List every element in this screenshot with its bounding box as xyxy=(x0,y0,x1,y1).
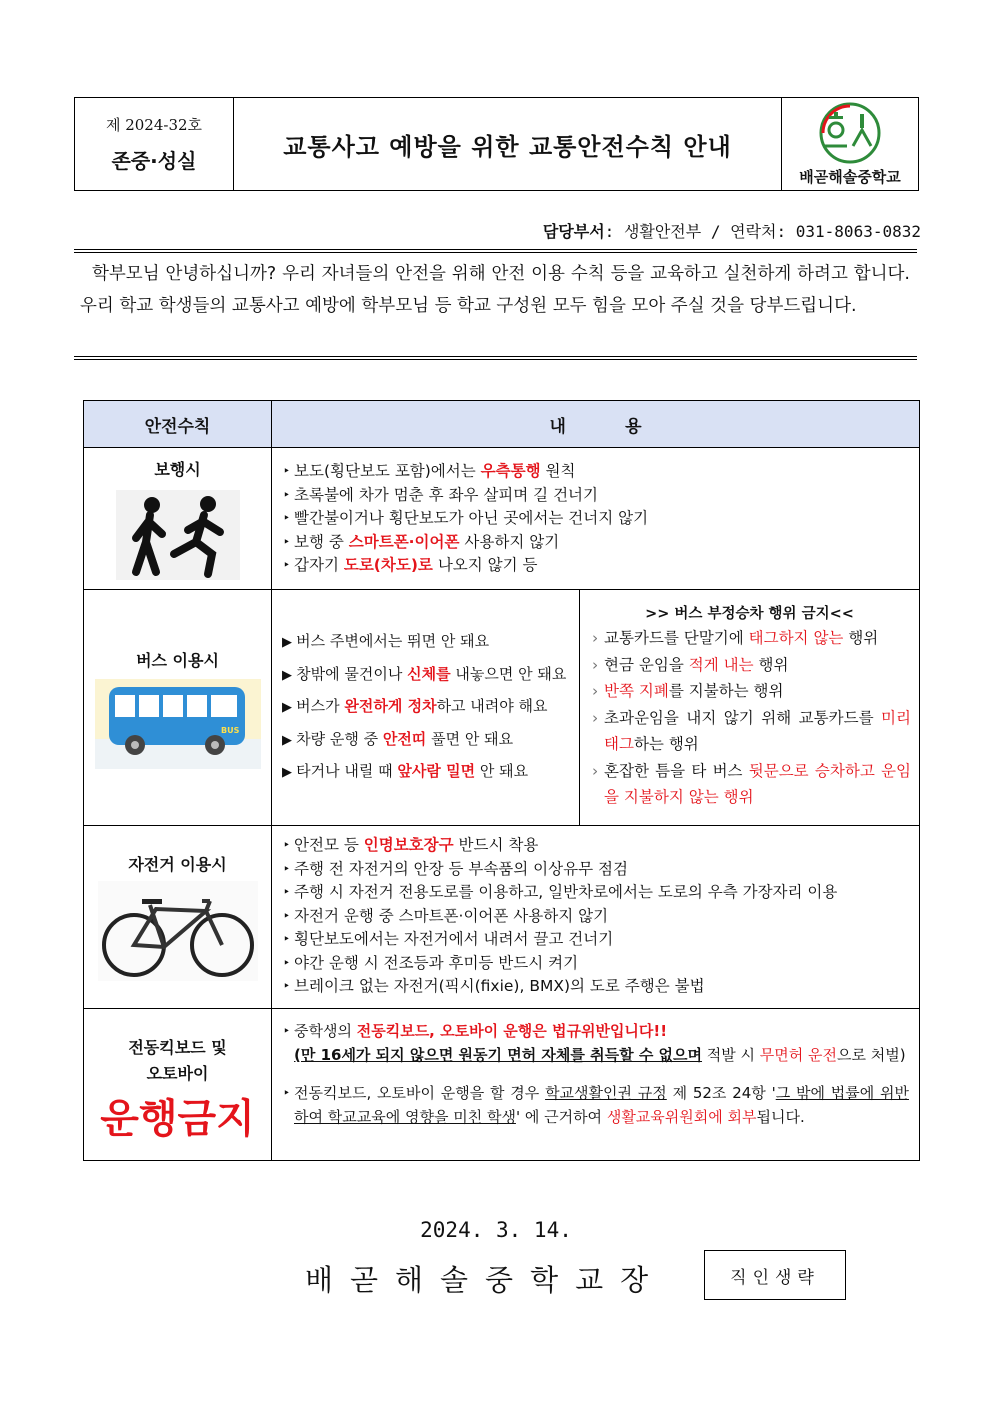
walk-rule-item: ‣ 보도(횡단보도 포함)에서는 우측통행 원칙 xyxy=(284,460,919,484)
bike-rule-cell xyxy=(84,826,272,1009)
bike-rule-item: ‣ 야간 운행 시 전조등과 후미등 반드시 켜기 xyxy=(284,952,919,976)
bus-manners-cell xyxy=(272,590,580,826)
kick-p3c: 제 52조 24항 ' xyxy=(666,1084,776,1102)
kick-p2d: 으로 처벌) xyxy=(837,1046,906,1064)
bus-manner-item: ▶ 버스가 완전하게 정차하고 내려야 해요 xyxy=(282,691,579,724)
contact-line: 담당부서: 생활안전부 / 연락처: 031-8063-0832 xyxy=(542,222,921,241)
walk-rule-cell xyxy=(84,448,272,590)
column-header-content: 내 용 xyxy=(272,401,920,448)
kick-p3g: 됩니다. xyxy=(756,1108,805,1126)
bicycle-icon xyxy=(98,881,258,981)
kick-p2a: (만 16세가 되지 않으면 원동기 면허 자체를 취득할 수 없으며 xyxy=(294,1046,703,1064)
bus-manner-item: ▶ 차량 운행 중 안전띠 풀면 안 돼요 xyxy=(282,724,579,757)
safety-rules-table xyxy=(83,400,920,1161)
bus-sign: BUS xyxy=(220,726,239,735)
document-title: 교통사고 예방을 위한 교통안전수칙 안내 xyxy=(234,98,782,190)
doc-number: 제 2024-32호 xyxy=(105,116,203,134)
kick-p3a: 전동킥보드, 오토바이 운행을 할 경우 xyxy=(294,1084,546,1102)
phone-label: 연락처 xyxy=(730,222,777,241)
column-header-rule: 안전수칙 xyxy=(84,401,272,448)
bike-rule-item: ‣ 안전모 등 인명보호장구 반드시 착용 xyxy=(284,834,919,858)
kick-p1b: 전동킥보드, 오토바이 운행은 법규위반입니다!! xyxy=(356,1022,668,1040)
bike-rule-item: ‣ 주행 전 자전거의 안장 등 부속품의 이상유무 점검 xyxy=(284,858,919,882)
school-logo-icon xyxy=(815,102,885,164)
bike-rule-item: ‣ 브레이크 없는 자전거(픽시(fixie), BMX)의 도로 주행은 불법 xyxy=(284,975,919,999)
principal-title: 배곧해솔중학교장 xyxy=(305,1263,666,1297)
kick-label-line2: 오토바이 xyxy=(146,1064,209,1083)
bus-fraud-list xyxy=(580,625,919,811)
kick-p1a: 중학생의 xyxy=(294,1022,357,1040)
kick-label-line1: 전동킥보드 및 xyxy=(128,1038,227,1057)
bus-fraud-title: >> 버스 부정승차 행위 금지<< xyxy=(645,606,854,622)
bus-manner-item: ▶ 창밖에 물건이나 신체를 내놓으면 안 돼요 xyxy=(282,659,579,692)
walk-rule-item: ‣ 갑자기 도로(차도)로 나오지 않기 등 xyxy=(284,554,919,578)
school-motto: 존중·성실 xyxy=(111,149,197,173)
divider-bottom xyxy=(74,356,917,360)
school-logo xyxy=(782,98,918,190)
bus-label: 버스 이용시 xyxy=(136,651,219,670)
kick-p2b: 적발 시 xyxy=(702,1046,760,1064)
phone-number: 031-8063-0832 xyxy=(795,222,921,241)
divider-top xyxy=(74,249,917,253)
issue-date: 2024. 3. 14. xyxy=(420,1218,572,1242)
bus-fraud-cell xyxy=(580,590,920,826)
doc-number-cell xyxy=(75,98,234,190)
walk-content-cell xyxy=(272,448,920,590)
walk-rule-item: ‣ 초록불에 차가 멈춘 후 좌우 살피며 길 건너기 xyxy=(284,484,919,508)
kick-content-cell: ‣ 중학생의 전동킥보드, 오토바이 운행은 법규위반입니다!! (만 16세가 되지 않으면 원동기 면허 자체를 취득할 수 없으며 적발 시 무면허 운전으로 처벌) ‣ 전동킥보드, 오토바이 운행을 할 경우 학교생활인권 규정 제 52조 24항 '그 밖에 법률에 위반하여 학교교육에 영향을 미친 학생' 에 근거하여 생활교육위원회에 회부됩니다. xyxy=(272,1009,920,1161)
kick-p3e: ' 에 근거하여 xyxy=(515,1108,607,1126)
bike-label: 자전거 이용시 xyxy=(128,855,227,874)
kick-p3f: 생활교육위원회에 회부 xyxy=(606,1108,757,1126)
walk-label: 보행시 xyxy=(154,460,201,479)
bus-fraud-item: › 반쪽 지폐를 지불하는 행위 xyxy=(592,678,911,705)
bike-rules-list xyxy=(272,834,919,999)
walk-rule-item: ‣ 빨간불이거나 횡단보도가 아닌 곳에서는 건너지 않기 xyxy=(284,507,919,531)
bus-fraud-item: › 초과운임을 내지 않기 위해 교통카드를 미리 태그하는 행위 xyxy=(592,705,911,758)
bike-rule-item: ‣ 주행 시 자전거 전용도로를 이용하고, 일반차로에서는 도로의 우측 가장자리 이용 xyxy=(284,881,919,905)
bus-fraud-item: › 현금 운임을 적게 내는 행위 xyxy=(592,652,911,679)
document-header xyxy=(74,97,919,191)
bus-icon xyxy=(95,679,261,769)
intro-paragraph: 학부모님 안녕하십니까? 우리 자녀들의 안전을 위해 안전 이용 수칙 등을 교육하고 실천하게 하려고 합니다. 우리 학교 학생들의 교통사고 예방에 학부모님 등 학교 구성원 모두 힘을 모아 주실 것을 당부드립니다. xyxy=(80,264,910,316)
bus-rule-cell xyxy=(84,590,272,826)
kick-p3b: 학교생활인권 규정 xyxy=(545,1084,667,1102)
dept-label: 담당부서 xyxy=(542,222,605,241)
logo-school-name: 배곧해솔중학교 xyxy=(799,167,901,186)
seal-omitted-box: 직인생략 xyxy=(704,1250,846,1300)
kick-p3d: 그 밖에 법률에 위반하여 학교교육에 영향을 미친 학생 xyxy=(294,1084,909,1126)
pedestrian-icon xyxy=(116,490,240,580)
bus-manner-item: ▶ 타거나 내릴 때 앞사람 밀면 안 돼요 xyxy=(282,756,579,789)
bus-manners-list xyxy=(272,590,579,789)
ban-notice: 운행금지 xyxy=(100,1096,255,1142)
bike-rule-item: ‣ 자전거 운행 중 스마트폰·이어폰 사용하지 않기 xyxy=(284,905,919,929)
dept-name: 생활안전부 xyxy=(623,222,702,241)
bike-content-cell xyxy=(272,826,920,1009)
bus-fraud-item: › 혼잡한 틈을 타 버스 뒷문으로 승차하고 운임을 지불하지 않는 행위 xyxy=(592,758,911,811)
bus-manner-item: ▶ 버스 주변에서는 뛰면 안 돼요 xyxy=(282,626,579,659)
walk-rules-list xyxy=(272,460,919,578)
bike-rule-item: ‣ 횡단보도에서는 자전거에서 내려서 끌고 건너기 xyxy=(284,928,919,952)
walk-rule-item: ‣ 보행 중 스마트폰·이어폰 사용하지 않기 xyxy=(284,531,919,555)
bus-fraud-item: › 교통카드를 단말기에 태그하지 않는 행위 xyxy=(592,625,911,652)
kick-rule-cell xyxy=(84,1009,272,1161)
kick-p2c: 무면허 운전 xyxy=(759,1046,838,1064)
